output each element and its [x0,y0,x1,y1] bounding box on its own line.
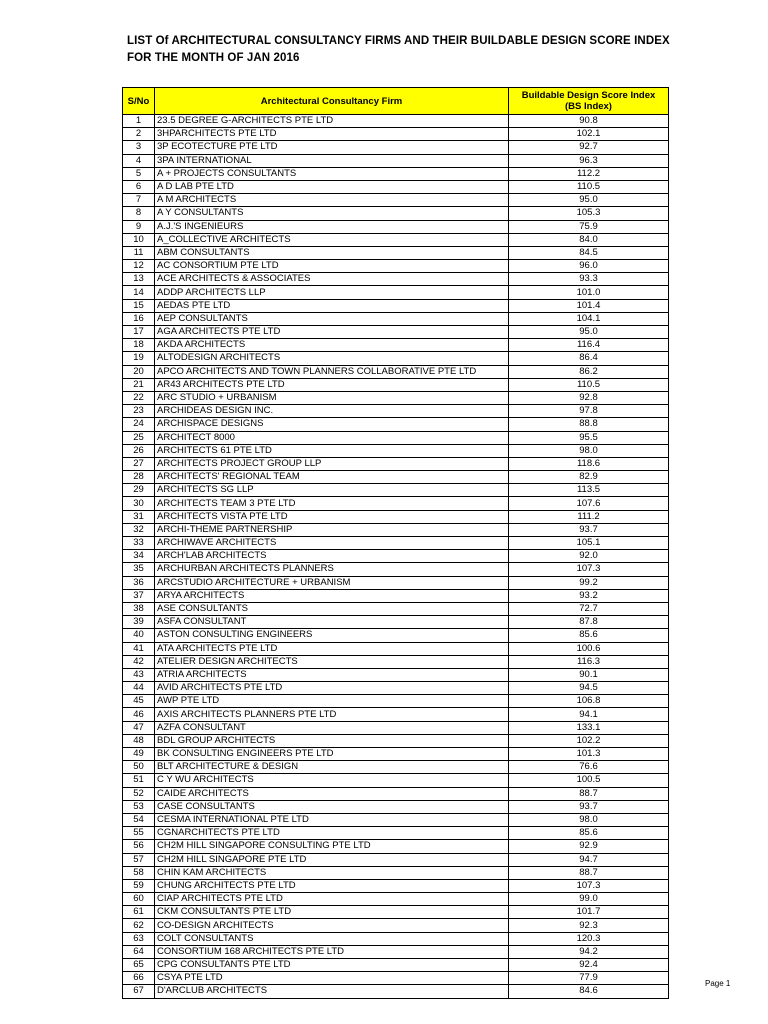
table-row [123,391,669,404]
table-row [123,813,669,826]
table-row [123,339,669,352]
row-sn: 42 [123,655,155,668]
row-sn: 11 [123,246,155,259]
row-sn: 57 [123,853,155,866]
row-score: 96.3 [509,154,669,167]
row-score: 93.2 [509,589,669,602]
row-sn: 30 [123,497,155,510]
table-header-row [123,88,669,115]
row-firm: ARCHIWAVE ARCHITECTS [155,537,509,550]
header-score [509,88,669,115]
header-score-line1: Buildable Design Score Index [521,90,656,101]
table-row [123,431,669,444]
row-score: 85.6 [509,629,669,642]
row-sn: 41 [123,642,155,655]
row-sn: 61 [123,906,155,919]
header-score-line2: (BS Index) [565,101,612,112]
score-table [122,87,669,999]
row-sn: 46 [123,708,155,721]
row-score: 84.0 [509,233,669,246]
table-row [123,115,669,128]
table-row [123,378,669,391]
row-score: 84.6 [509,985,669,998]
row-score: 104.1 [509,312,669,325]
table-row [123,972,669,985]
row-score: 93.7 [509,523,669,536]
row-sn: 22 [123,391,155,404]
table-row [123,589,669,602]
table-row [123,365,669,378]
table-row [123,748,669,761]
row-sn: 19 [123,352,155,365]
row-score: 86.2 [509,365,669,378]
row-sn: 25 [123,431,155,444]
row-sn: 12 [123,260,155,273]
row-score: 92.0 [509,550,669,563]
row-firm: BK CONSULTING ENGINEERS PTE LTD [155,748,509,761]
row-firm: CGNARCHITECTS PTE LTD [155,827,509,840]
row-score: 90.1 [509,668,669,681]
row-firm: AEP CONSULTANTS [155,312,509,325]
row-firm: APCO ARCHITECTS AND TOWN PLANNERS COLLABORATIVE PTE LTD [155,365,509,378]
row-firm: CHUNG ARCHITECTS PTE LTD [155,879,509,892]
row-firm: ARCHITECTS' REGIONAL TEAM [155,471,509,484]
table-row [123,260,669,273]
row-firm: AKDA ARCHITECTS [155,339,509,352]
row-score: 99.0 [509,893,669,906]
row-sn: 64 [123,945,155,958]
table-row [123,405,669,418]
row-firm: A D LAB PTE LTD [155,180,509,193]
table-row [123,853,669,866]
row-score: 102.2 [509,734,669,747]
row-firm: ARCHISPACE DESIGNS [155,418,509,431]
row-score: 118.6 [509,457,669,470]
row-sn: 56 [123,840,155,853]
row-sn: 37 [123,589,155,602]
row-firm: CONSORTIUM 168 ARCHITECTS PTE LTD [155,945,509,958]
table-row [123,919,669,932]
row-score: 86.4 [509,352,669,365]
row-sn: 62 [123,919,155,932]
row-score: 93.7 [509,800,669,813]
row-score: 92.3 [509,919,669,932]
table-row [123,141,669,154]
row-firm: ARCHIDEAS DESIGN INC. [155,405,509,418]
row-sn: 38 [123,602,155,615]
row-firm: ARCHITECTS 61 PTE LTD [155,444,509,457]
row-score: 107.3 [509,563,669,576]
row-sn: 49 [123,748,155,761]
row-score: 93.3 [509,273,669,286]
row-sn: 55 [123,827,155,840]
table-row [123,128,669,141]
row-firm: AEDAS PTE LTD [155,299,509,312]
table-row [123,352,669,365]
table-row [123,523,669,536]
row-firm: ALTODESIGN ARCHITECTS [155,352,509,365]
table-row [123,563,669,576]
table-row [123,537,669,550]
table-row [123,286,669,299]
row-sn: 28 [123,471,155,484]
table-row [123,655,669,668]
table-row [123,418,669,431]
row-score: 94.5 [509,682,669,695]
table-row [123,576,669,589]
row-sn: 33 [123,537,155,550]
table-row [123,906,669,919]
row-sn: 10 [123,233,155,246]
row-sn: 9 [123,220,155,233]
row-score: 87.8 [509,616,669,629]
table-row [123,695,669,708]
table-row [123,866,669,879]
document-title: LIST Of ARCHITECTURAL CONSULTANCY FIRMS AND THEIR BUILDABLE DESIGN SCORE INDEX [127,35,670,47]
row-sn: 52 [123,787,155,800]
row-sn: 35 [123,563,155,576]
row-firm: AC CONSORTIUM PTE LTD [155,260,509,273]
table-row [123,682,669,695]
row-score: 90.8 [509,115,669,128]
row-firm: AWP PTE LTD [155,695,509,708]
row-firm: CPG CONSULTANTS PTE LTD [155,959,509,972]
row-sn: 24 [123,418,155,431]
table-row [123,180,669,193]
row-score: 96.0 [509,260,669,273]
row-score: 105.3 [509,207,669,220]
table-row [123,471,669,484]
row-sn: 66 [123,972,155,985]
row-score: 92.9 [509,840,669,853]
table-row [123,457,669,470]
row-sn: 40 [123,629,155,642]
row-score: 76.6 [509,761,669,774]
row-firm: BDL GROUP ARCHITECTS [155,734,509,747]
row-score: 100.5 [509,774,669,787]
row-firm: A Y CONSULTANTS [155,207,509,220]
table-row [123,945,669,958]
row-firm: 23.5 DEGREE G-ARCHITECTS PTE LTD [155,115,509,128]
row-sn: 51 [123,774,155,787]
row-score: 94.7 [509,853,669,866]
row-sn: 65 [123,959,155,972]
row-firm: CHIN KAM ARCHITECTS [155,866,509,879]
table-row [123,668,669,681]
table-row [123,840,669,853]
row-score: 98.0 [509,444,669,457]
table-row [123,985,669,998]
row-score: 101.0 [509,286,669,299]
row-sn: 26 [123,444,155,457]
row-sn: 54 [123,813,155,826]
row-score: 82.9 [509,471,669,484]
row-score: 116.4 [509,339,669,352]
row-firm: 3PA INTERNATIONAL [155,154,509,167]
row-sn: 43 [123,668,155,681]
header-firm: Architectural Consultancy Firm [155,88,509,115]
row-firm: ASTON CONSULTING ENGINEERS [155,629,509,642]
row-score: 100.6 [509,642,669,655]
row-score: 112.2 [509,167,669,180]
table-row [123,616,669,629]
row-sn: 13 [123,273,155,286]
row-firm: A_COLLECTIVE ARCHITECTS [155,233,509,246]
row-score: 88.7 [509,866,669,879]
row-score: 102.1 [509,128,669,141]
table-row [123,893,669,906]
table-row [123,629,669,642]
row-firm: CH2M HILL SINGAPORE CONSULTING PTE LTD [155,840,509,853]
table-row [123,879,669,892]
row-score: 88.8 [509,418,669,431]
row-score: 107.6 [509,497,669,510]
row-sn: 14 [123,286,155,299]
row-firm: ARCHITECTS PROJECT GROUP LLP [155,457,509,470]
row-score: 120.3 [509,932,669,945]
table-row [123,312,669,325]
row-score: 107.3 [509,879,669,892]
row-firm: CO-DESIGN ARCHITECTS [155,919,509,932]
row-firm: ARCHITECT 8000 [155,431,509,444]
row-sn: 16 [123,312,155,325]
row-score: 110.5 [509,180,669,193]
row-sn: 2 [123,128,155,141]
table-row [123,299,669,312]
table-row [123,550,669,563]
table-row [123,497,669,510]
row-score: 106.8 [509,695,669,708]
row-firm: AVID ARCHITECTS PTE LTD [155,682,509,695]
row-firm: 3P ECOTECTURE PTE LTD [155,141,509,154]
row-sn: 18 [123,339,155,352]
row-sn: 5 [123,167,155,180]
row-firm: ARCHITECTS TEAM 3 PTE LTD [155,497,509,510]
row-score: 95.0 [509,326,669,339]
row-score: 94.2 [509,945,669,958]
row-score: 99.2 [509,576,669,589]
row-firm: ATA ARCHITECTS PTE LTD [155,642,509,655]
table-row [123,708,669,721]
table-row [123,326,669,339]
row-sn: 7 [123,194,155,207]
row-sn: 39 [123,616,155,629]
row-firm: CAIDE ARCHITECTS [155,787,509,800]
row-score: 101.4 [509,299,669,312]
row-sn: 63 [123,932,155,945]
row-sn: 27 [123,457,155,470]
row-sn: 32 [123,523,155,536]
row-score: 92.4 [509,959,669,972]
table-row [123,774,669,787]
row-firm: ARCHITECTS SG LLP [155,484,509,497]
row-firm: ACE ARCHITECTS & ASSOCIATES [155,273,509,286]
table-row [123,220,669,233]
row-firm: ARCHITECTS VISTA PTE LTD [155,510,509,523]
row-score: 75.9 [509,220,669,233]
table-row [123,167,669,180]
row-firm: A.J.'S INGENIEURS [155,220,509,233]
row-firm: C Y WU ARCHITECTS [155,774,509,787]
table-row [123,233,669,246]
page-number: Page 1 [705,979,731,988]
row-firm: ADDP ARCHITECTS LLP [155,286,509,299]
table-row [123,154,669,167]
row-firm: BLT ARCHITECTURE & DESIGN [155,761,509,774]
row-score: 84.5 [509,246,669,259]
row-score: 92.8 [509,391,669,404]
row-firm: CASE CONSULTANTS [155,800,509,813]
row-score: 101.3 [509,748,669,761]
row-sn: 60 [123,893,155,906]
row-firm: ABM CONSULTANTS [155,246,509,259]
row-score: 77.9 [509,972,669,985]
row-score: 95.0 [509,194,669,207]
table-row [123,932,669,945]
row-firm: ARC STUDIO + URBANISM [155,391,509,404]
row-sn: 44 [123,682,155,695]
row-firm: 3HPARCHITECTS PTE LTD [155,128,509,141]
row-sn: 53 [123,800,155,813]
row-sn: 34 [123,550,155,563]
table-row [123,207,669,220]
row-sn: 3 [123,141,155,154]
row-score: 88.7 [509,787,669,800]
row-firm: CESMA INTERNATIONAL PTE LTD [155,813,509,826]
row-score: 72.7 [509,602,669,615]
table-row [123,602,669,615]
row-firm: ASFA CONSULTANT [155,616,509,629]
row-sn: 20 [123,365,155,378]
row-score: 85.6 [509,827,669,840]
row-sn: 45 [123,695,155,708]
row-sn: 23 [123,405,155,418]
row-sn: 47 [123,721,155,734]
row-sn: 1 [123,115,155,128]
row-firm: CSYA PTE LTD [155,972,509,985]
row-firm: ARCHI-THEME PARTNERSHIP [155,523,509,536]
row-firm: ATELIER DESIGN ARCHITECTS [155,655,509,668]
row-firm: AR43 ARCHITECTS PTE LTD [155,378,509,391]
row-sn: 6 [123,180,155,193]
row-firm: AGA ARCHITECTS PTE LTD [155,326,509,339]
row-firm: CKM CONSULTANTS PTE LTD [155,906,509,919]
row-firm: ARCH'LAB ARCHITECTS [155,550,509,563]
row-sn: 36 [123,576,155,589]
table-row [123,444,669,457]
row-sn: 58 [123,866,155,879]
row-firm: AZFA CONSULTANT [155,721,509,734]
row-sn: 29 [123,484,155,497]
row-sn: 8 [123,207,155,220]
table-row [123,827,669,840]
row-firm: ATRIA ARCHITECTS [155,668,509,681]
row-sn: 50 [123,761,155,774]
row-firm: A + PROJECTS CONSULTANTS [155,167,509,180]
row-score: 101.7 [509,906,669,919]
table-row [123,787,669,800]
row-score: 116.3 [509,655,669,668]
row-score: 94.1 [509,708,669,721]
table-row [123,800,669,813]
table-body [123,115,669,999]
header-sn: S/No [123,88,155,115]
row-firm: ARCSTUDIO ARCHITECTURE + URBANISM [155,576,509,589]
table-row [123,194,669,207]
row-sn: 67 [123,985,155,998]
row-sn: 17 [123,326,155,339]
row-score: 110.5 [509,378,669,391]
row-score: 97.8 [509,405,669,418]
row-sn: 48 [123,734,155,747]
row-firm: AXIS ARCHITECTS PLANNERS PTE LTD [155,708,509,721]
row-score: 113.5 [509,484,669,497]
row-sn: 21 [123,378,155,391]
row-score: 92.7 [509,141,669,154]
table-row [123,510,669,523]
table-row [123,273,669,286]
row-firm: A M ARCHITECTS [155,194,509,207]
table-row [123,959,669,972]
table-row [123,734,669,747]
row-firm: ARYA ARCHITECTS [155,589,509,602]
table-row [123,642,669,655]
row-firm: D'ARCLUB ARCHITECTS [155,985,509,998]
table-row [123,484,669,497]
document-subtitle: FOR THE MONTH OF JAN 2016 [127,52,300,64]
row-sn: 4 [123,154,155,167]
row-sn: 15 [123,299,155,312]
table-row [123,721,669,734]
row-firm: ASE CONSULTANTS [155,602,509,615]
row-firm: CIAP ARCHITECTS PTE LTD [155,893,509,906]
row-score: 111.2 [509,510,669,523]
row-sn: 31 [123,510,155,523]
row-score: 98.0 [509,813,669,826]
table-row [123,246,669,259]
row-score: 95.5 [509,431,669,444]
row-sn: 59 [123,879,155,892]
row-score: 133.1 [509,721,669,734]
row-firm: COLT CONSULTANTS [155,932,509,945]
row-score: 105.1 [509,537,669,550]
row-firm: CH2M HILL SINGAPORE PTE LTD [155,853,509,866]
row-firm: ARCHURBAN ARCHITECTS PLANNERS [155,563,509,576]
table-row [123,761,669,774]
